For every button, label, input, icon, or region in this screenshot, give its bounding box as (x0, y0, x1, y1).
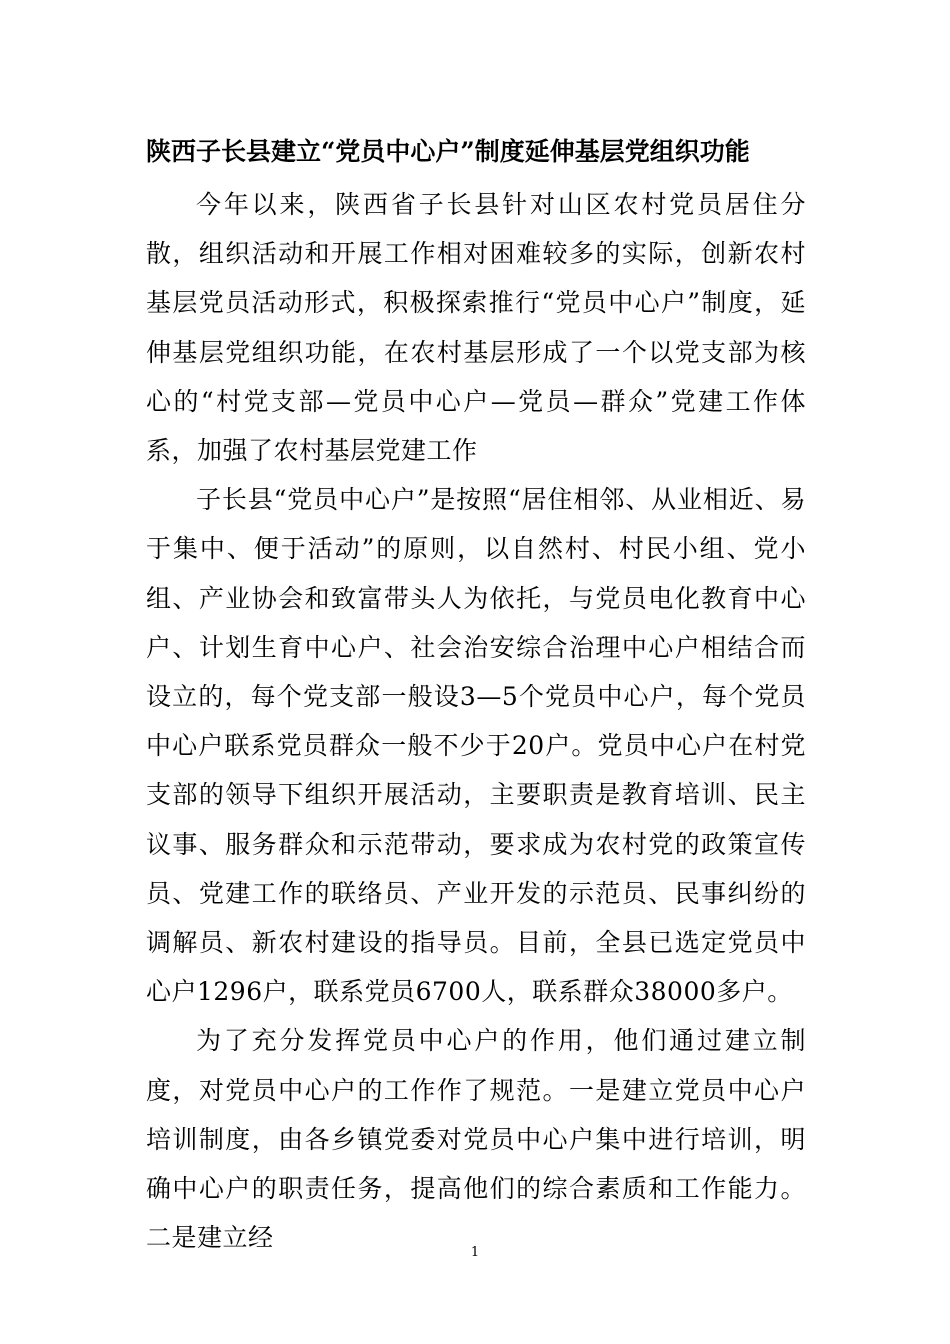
paragraph-3: 为了充分发挥党员中心户的作用，他们通过建立制度，对党员中心户的工作作了规范。一是建立党员中心户培训制度，由各乡镇党委对党员中心户集中进行培训，明确中心户的职责任务，提高他们的综合素质和工作能力。二是建立经 (146, 1026, 806, 1253)
paragraph-2: 子长县“党员中心户”是按照“居住相邻、从业相近、易于集中、便于活动”的原则，以自然村、村民小组、党小组、产业协会和致富带头人为依托，与党员电化教育中心户、计划生育中心户、社会治安综合治理中心户相结合而设立的，每个党支部一般设3—5个党员中心户，每个党员中心户联系党员群众一般不少于20户。党员中心户在村党支部的领导下组织开展活动，主要职责是教育培训、民主议事、服务群众和示范带动，要求成为农村党的政策宣传员、党建工作的联络员、产业开发的示范员、民事纠纷的调解员、新农村建设的指导员。目前，全县已选定党员中心户1296户，联系党员6700人，联系群众38000多户。 (146, 485, 806, 1007)
document-body (146, 180, 806, 1262)
document-title: 陕西子长县建立“党员中心户”制度延伸基层党组织功能 (146, 137, 750, 166)
page-number: 1 (470, 1245, 480, 1260)
paragraph-1: 今年以来，陕西省子长县针对山区农村党员居住分散，组织活动和开展工作相对困难较多的实际，创新农村基层党员活动形式，积极探索推行“党员中心户”制度，延伸基层党组织功能，在农村基层形成了一个以党支部为核心的“村党支部—党员中心户—党员—群众”党建工作体系，加强了农村基层党建工作 (146, 190, 806, 466)
